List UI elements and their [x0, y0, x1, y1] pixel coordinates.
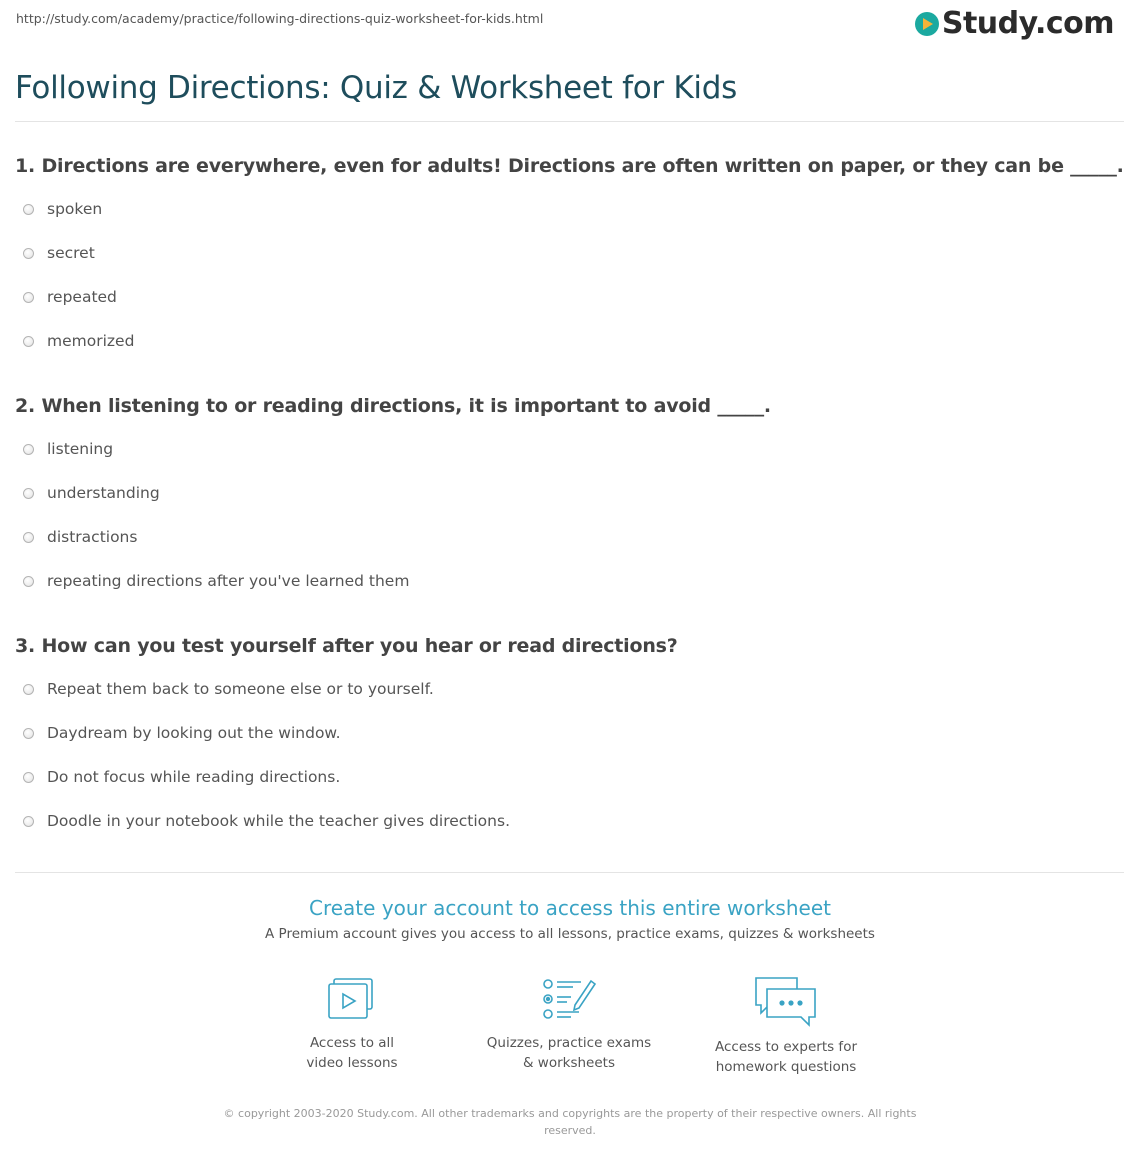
chat-bubbles-icon: [753, 975, 819, 1027]
answer-label: Daydream by looking out the window.: [47, 724, 341, 742]
feature-label: Quizzes, practice exams & worksheets: [486, 1035, 652, 1071]
answer-option[interactable]: [23, 244, 95, 262]
answer-label: Doodle in your notebook while the teacher gives directions.: [47, 812, 510, 830]
answer-option[interactable]: [23, 680, 434, 698]
premium-description: A Premium account gives you access to all lessons, practice exams, quizzes & worksheets: [265, 926, 875, 942]
logo-text: Study.com: [941, 6, 1114, 41]
answer-label: understanding: [47, 484, 160, 502]
question-1: 1. Directions are everywhere, even for adults! Directions are often written on paper, or they can be _____.: [15, 155, 1124, 177]
answer-option[interactable]: [23, 288, 117, 306]
answer-option[interactable]: [23, 724, 341, 742]
answer-label: repeated: [47, 288, 117, 306]
answer-option[interactable]: [23, 528, 137, 546]
answer-label: repeating directions after you've learned them: [47, 572, 410, 590]
radio-button[interactable]: [23, 336, 34, 347]
radio-button[interactable]: [23, 204, 34, 215]
quiz-checklist-icon: [541, 975, 597, 1023]
answer-option[interactable]: [23, 768, 340, 786]
answer-label: Do not focus while reading directions.: [47, 768, 341, 786]
radio-button[interactable]: [23, 532, 34, 543]
answer-option[interactable]: [23, 572, 409, 590]
answer-label: listening: [47, 440, 114, 458]
radio-button[interactable]: [23, 292, 34, 303]
answer-label: spoken: [47, 200, 103, 218]
answer-option[interactable]: [23, 200, 102, 218]
question-3: 3. How can you test yourself after you hear or read directions?: [15, 635, 678, 657]
title-divider: [15, 121, 1124, 122]
answer-label: Repeat them back to someone else or to yourself.: [47, 680, 434, 698]
create-account-link[interactable]: Create your account to access this entire worksheet: [309, 896, 831, 920]
feature-video-lessons: [262, 975, 442, 1073]
copyright-notice: © copyright 2003-2020 Study.com. All other trademarks and copyrights are the property of their respective owners. All rights reserved.: [223, 1107, 917, 1137]
feature-experts: [696, 975, 876, 1077]
answer-option[interactable]: [23, 440, 113, 458]
question-2: 2. When listening to or reading directions, it is important to avoid _____.: [15, 395, 771, 417]
feature-label: Access to all video lessons: [306, 1035, 398, 1071]
play-logo-icon: [915, 12, 939, 36]
radio-button[interactable]: [23, 772, 34, 783]
radio-button[interactable]: [23, 816, 34, 827]
answer-option[interactable]: [23, 484, 160, 502]
answer-option[interactable]: [23, 332, 134, 350]
radio-button[interactable]: [23, 728, 34, 739]
video-lessons-icon: [324, 975, 380, 1023]
questions-divider: [15, 872, 1124, 873]
feature-quizzes: [479, 975, 659, 1073]
feature-label: Access to experts for homework questions: [714, 1039, 857, 1075]
page-title: Following Directions: Quiz & Worksheet for Kids: [15, 70, 737, 106]
radio-button[interactable]: [23, 488, 34, 499]
answer-label: memorized: [47, 332, 135, 350]
radio-button[interactable]: [23, 684, 34, 695]
radio-button[interactable]: [23, 248, 34, 259]
study-logo[interactable]: [915, 6, 1114, 42]
answer-label: secret: [47, 244, 95, 262]
radio-button[interactable]: [23, 444, 34, 455]
page-url: http://study.com/academy/practice/following-directions-quiz-worksheet-for-kids.html: [16, 11, 544, 26]
answer-option[interactable]: [23, 812, 510, 830]
radio-button[interactable]: [23, 576, 34, 587]
answer-label: distractions: [47, 528, 138, 546]
